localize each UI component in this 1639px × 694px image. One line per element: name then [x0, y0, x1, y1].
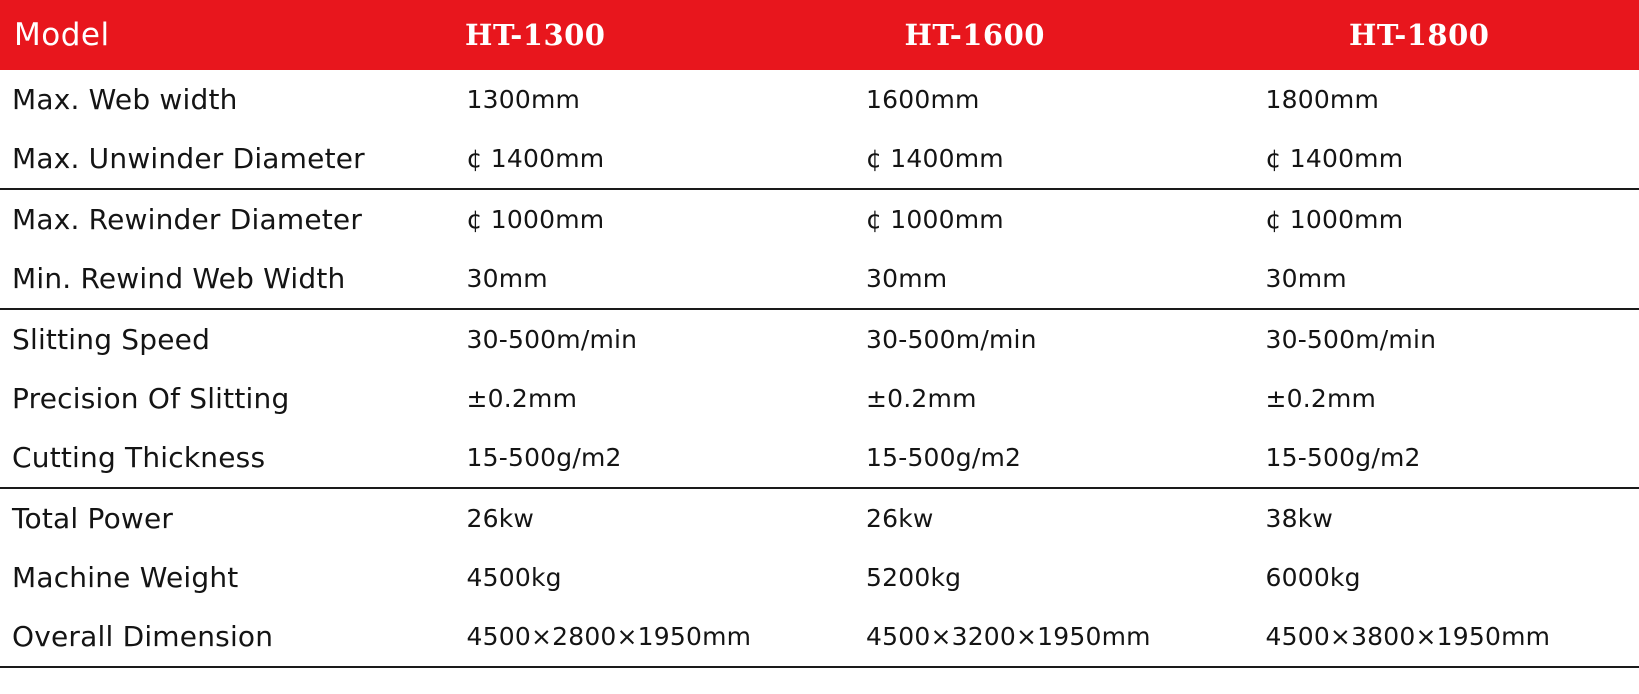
row-value-3: ¢ 1400mm — [1240, 129, 1639, 189]
row-label: Max. Web width — [12, 83, 238, 116]
table-row — [0, 309, 1639, 369]
row-value-2: 1600mm — [866, 85, 980, 114]
table-body — [0, 70, 1639, 667]
row-value-3: 30-500m/min — [1265, 325, 1437, 354]
row-label: Precision Of Slitting — [12, 382, 290, 415]
table-row — [0, 548, 1639, 607]
table-row — [0, 129, 1639, 189]
row-label: Machine Weight — [12, 561, 239, 594]
table-row — [0, 369, 1639, 428]
row-value-1: 30-500m/min — [466, 325, 638, 354]
table-row — [0, 607, 1639, 667]
row-value-3: 4500×3800×1950mm — [1240, 607, 1639, 667]
header-cell-model: Model — [14, 17, 110, 53]
row-value-3: 1800mm — [1265, 85, 1380, 114]
row-value-2: 5200kg — [866, 563, 962, 592]
row-value-2: 30-500m/min — [866, 325, 1037, 354]
row-value-1: ¢ 1000mm — [466, 205, 605, 234]
row-value-2: ±0.2mm — [866, 384, 977, 413]
row-value-1: ±0.2mm — [466, 384, 578, 413]
table-row — [0, 428, 1639, 488]
header-cell-model-3: HT-1800 — [1349, 18, 1490, 52]
row-label: Min. Rewind Web Width — [0, 249, 441, 309]
table-row — [0, 189, 1639, 249]
row-value-1: 1300mm — [466, 85, 581, 114]
row-value-3: 30mm — [1240, 249, 1639, 309]
row-label: Overall Dimension — [0, 607, 441, 667]
row-value-2: 4500×3200×1950mm — [840, 607, 1239, 667]
row-value-3: ¢ 1000mm — [1265, 205, 1404, 234]
row-value-1: 15-500g/m2 — [441, 428, 840, 488]
row-value-2: ¢ 1000mm — [866, 205, 1004, 234]
row-value-1: 4500×2800×1950mm — [441, 607, 840, 667]
header-cell-model-2: HT-1600 — [904, 18, 1045, 52]
row-value-3: 38kw — [1265, 504, 1334, 533]
row-value-3: 6000kg — [1265, 563, 1361, 592]
header-row — [0, 0, 1639, 70]
row-value-2: 15-500g/m2 — [840, 428, 1239, 488]
row-value-3: 15-500g/m2 — [1240, 428, 1639, 488]
row-label: Cutting Thickness — [0, 428, 441, 488]
row-label: Total Power — [12, 502, 174, 535]
row-label: Max. Unwinder Diameter — [0, 129, 441, 189]
table-row — [0, 488, 1639, 548]
table-row — [0, 70, 1639, 129]
row-value-2: 26kw — [866, 504, 934, 533]
row-value-2: 30mm — [840, 249, 1239, 309]
row-value-1: 30mm — [441, 249, 840, 309]
row-value-1: ¢ 1400mm — [441, 129, 840, 189]
row-label: Slitting Speed — [12, 323, 211, 356]
row-value-1: 4500kg — [466, 563, 562, 592]
row-value-1: 26kw — [466, 504, 535, 533]
row-label: Max. Rewinder Diameter — [12, 203, 363, 236]
row-value-2: ¢ 1400mm — [840, 129, 1239, 189]
table-header — [0, 0, 1639, 70]
header-cell-model-1: HT-1300 — [465, 18, 606, 52]
row-value-3: ±0.2mm — [1265, 384, 1377, 413]
table-row — [0, 249, 1639, 309]
